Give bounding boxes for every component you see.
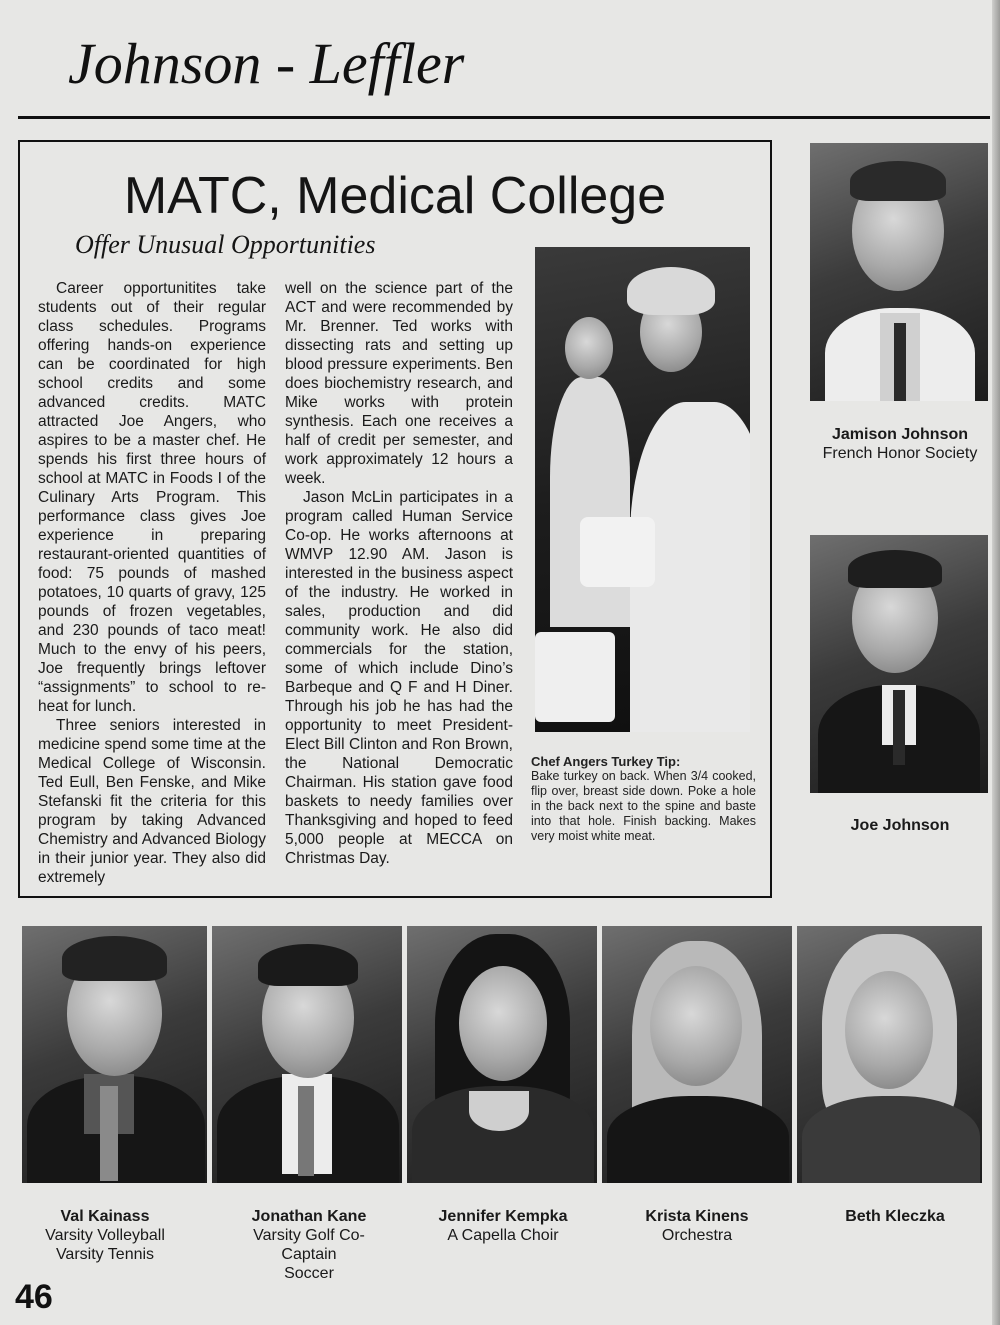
article-paragraph: well on the science part of the ACT and were recommended by Mr. Brenner. Ted works with dissecting rats and setting up blood pressure experiments. Ben does biochemistry research, and Mike works with protein synthesis. Each one receives a half of credit per semester, and work approximately 12 hours a week.	[285, 280, 513, 487]
article-subhead: Offer Unusual Opportunities	[75, 230, 376, 259]
student-activity: Varsity Tennis	[55, 1246, 155, 1263]
student-activity: Varsity Volleyball	[45, 1227, 165, 1244]
caption-beth-kleczka	[805, 1207, 985, 1226]
student-name: Krista Kinens	[645, 1208, 749, 1225]
portrait-krista-kinens	[602, 926, 792, 1183]
article-column-2	[285, 279, 513, 868]
student-activity: Orchestra	[661, 1227, 733, 1244]
student-name: Joe Johnson	[850, 817, 950, 834]
page-title: Johnson - Leffler	[68, 31, 465, 96]
portrait-beth-kleczka	[797, 926, 982, 1183]
student-name: Jamison Johnson	[831, 426, 969, 443]
student-name: Val Kainass	[60, 1208, 150, 1225]
article-paragraph: Jason McLin participates in a program called Human Service Co-op. He works afternoons at WMVP 12.90 AM. Jason is interested in the business aspect of the industry. He worked in sales, production and did community work. He also did commercials for the station, some of which include Dino’s Barbeque and Q F and H Diner. Through his job he has had the opportunity to meet President-Elect Bill Clinton and Ron Brown, the National Democratic Chairman. His station gave food baskets to needy families over Thanksgiving and hoped to feed 5,000 people at MECCA on Christmas Day.	[285, 489, 513, 867]
student-activity: Varsity Golf Co-	[253, 1227, 365, 1244]
student-name: Beth Kleczka	[845, 1208, 945, 1225]
portrait-jonathan-kane	[212, 926, 402, 1183]
caption-jonathan-kane	[219, 1207, 399, 1283]
caption-joe-johnson	[800, 816, 1000, 835]
caption-text: Bake turkey on back. When 3/4 cooked, flip over, breast side down. Poke a hole in the back next to the spine and baste into that hole. Finish backing. Makes very moist white meat.	[531, 769, 756, 843]
student-name: Jonathan Kane	[251, 1208, 367, 1225]
caption-krista-kinens	[607, 1207, 787, 1245]
portrait-val-kainass	[22, 926, 207, 1183]
student-activity: French Honor Society	[822, 445, 978, 462]
caption-jennifer-kempka	[413, 1207, 593, 1245]
student-activity: Soccer	[284, 1265, 334, 1282]
student-activity: A Capella Choir	[447, 1227, 559, 1244]
photo-caption	[531, 754, 756, 844]
article-headline: MATC, Medical College	[123, 167, 667, 225]
page-edge	[992, 0, 1000, 1325]
student-name: Jennifer Kempka	[438, 1208, 568, 1225]
caption-jamison-johnson	[800, 425, 1000, 463]
portrait-joe-johnson	[810, 535, 988, 793]
article-paragraph: Career opportunitites take students out of their regular class schedules. Programs offering hands-on experience can be coordinated for high school credits and some advanced credits. MATC attracted Joe Angers, who aspires to be a master chef. He spends his first three hours of school at MATC in Foods I of the Culinary Arts Program. This performance class gives Joe experience in preparing restaurant-oriented quantities of food: 75 pounds of mashed potatoes, 10 quarts of gravy, 125 pounds of frozen vegetables, and 230 pounds of taco meat! Much to the envy of his peers, Joe frequently brings leftover “assignments” to school to re-heat for lunch.	[38, 280, 266, 715]
article-paragraph: Three seniors interested in medicine spend some time at the Medical College of Wisconsin. Ted Eull, Ben Fenske, and Mike Stefanski fit the criteria for this program by taking Advanced Chemistry and Advanced Biology in their junior year. They also did extremely	[38, 717, 266, 886]
caption-val-kainass	[15, 1207, 195, 1264]
student-activity: Captain	[281, 1246, 337, 1263]
caption-title: Chef Angers Turkey Tip:	[531, 754, 681, 769]
chef-photo	[535, 247, 750, 732]
article-box	[18, 140, 772, 898]
header-rule	[18, 116, 990, 119]
page-number: 46	[15, 1278, 53, 1316]
portrait-jennifer-kempka	[407, 926, 597, 1183]
article-column-1	[38, 279, 266, 887]
portrait-jamison-johnson	[810, 143, 988, 401]
